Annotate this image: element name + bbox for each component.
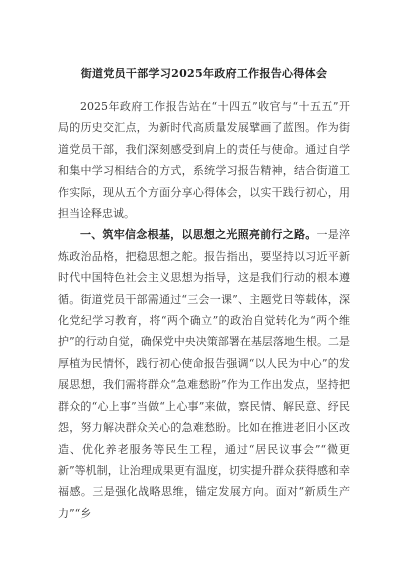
intro-paragraph [58,96,350,224]
intro-paragraph-text: 2025年政府工作报告站在“十四五”收官与“十五五”开局的历史交汇点，为新时代高质量发展擘画了蓝图。作为街道党员干部，我们深刻感受到肩上的责任与使命。通过自学和集中学习相结合的方式，系统学习报告精神，结合街道工作实际，现从五个方面分享心得体会，以实干践行初心，用担当诠释忠诚。 [58,100,350,221]
section-one-heading: 一、筑牢信念根基，以思想之光照亮前行之路。 [80,228,317,242]
section-one-paragraph [58,224,350,524]
document-title: 街道党员干部学习2025年政府工作报告心得体会 [80,67,328,80]
section-one-text: 一是淬炼政治品格，把稳思想之舵。报告指出，要坚持以习近平新时代中国特色社会主义思想为指导，这是我们行动的根本遵循。街道党员干部需通过“三会一课”、主题党日等载体，深化党纪学习教育，将“两个确立”的政治自觉转化为“两个维护”的行动自觉，确保党中央决策部署在基层落地生根。二是厚植为民情怀，践行初心使命报告强调“以人民为中心”的发展思想，我们需将群众“急难愁盼”作为工作出发点，坚持把群众的“心上事”当做“上心事”来做，察民情、解民意、纾民怨，努力解决群众关心的急难愁盼。比如在推进老旧小区改造、优化养老服务等民生工程，通过“居民议事会”“微更新”等机制，让治理成果更有温度，切实提升群众获得感和幸福感。三是强化战略思维，锚定发展方向。面对“新质生产力”“乡 [58,228,351,520]
